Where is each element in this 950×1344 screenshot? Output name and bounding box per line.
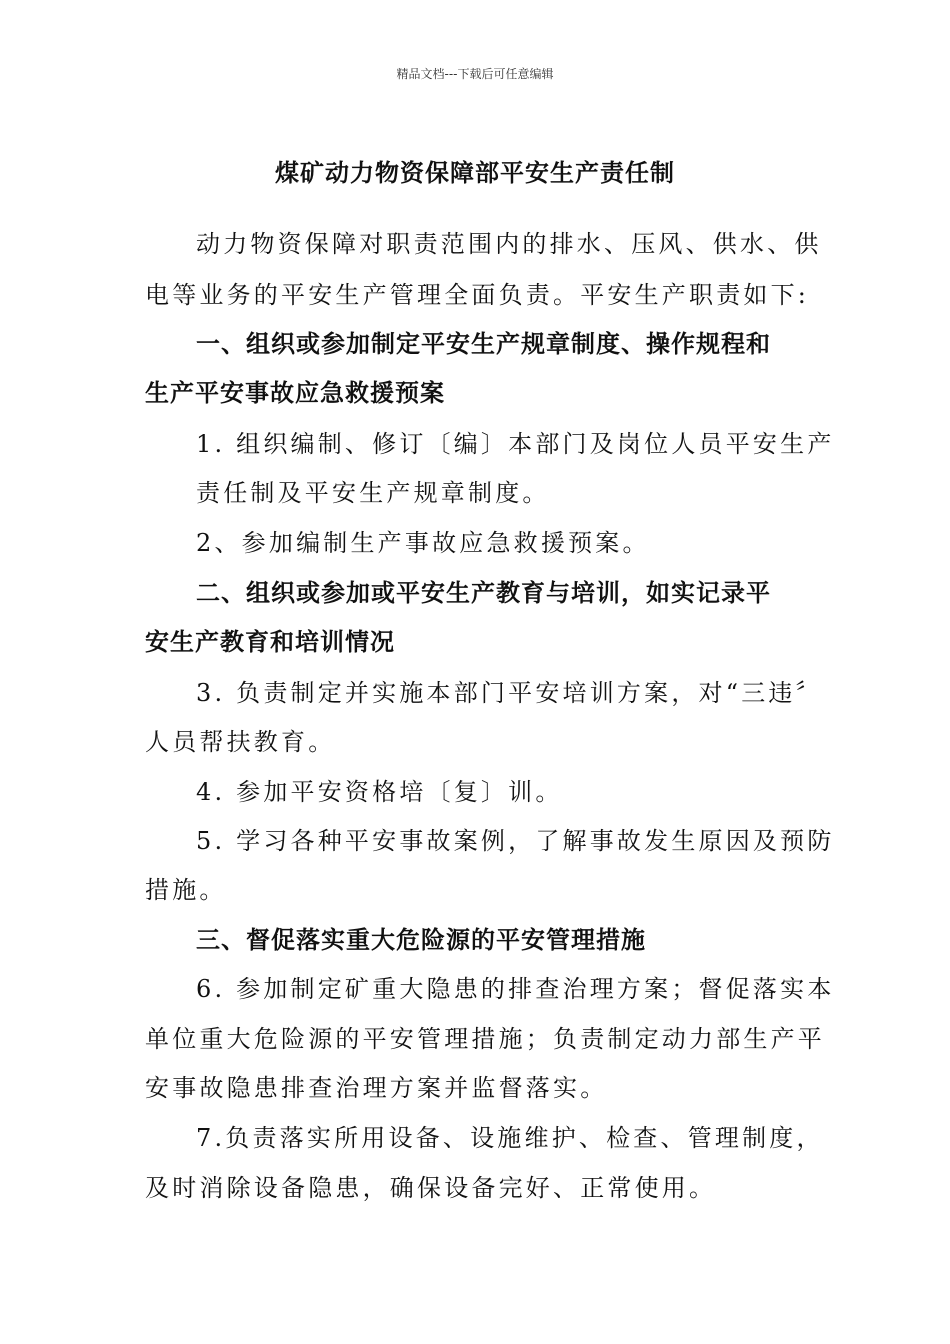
list-item: 及时消除设备隐患，确保设备完好、正常使用。 bbox=[145, 1174, 717, 1202]
page-header-note: 精品文档---下载后可任意编辑 bbox=[396, 67, 554, 81]
list-item: 措施。 bbox=[145, 876, 227, 904]
list-item: 6. 参加制定矿重大隐患的排查治理方案；督促落实本 bbox=[196, 975, 835, 1003]
list-item: 安事故隐患排查治理方案并监督落实。 bbox=[145, 1074, 608, 1102]
section-heading: 生产平安事故应急救援预案 bbox=[145, 379, 445, 407]
list-item: 单位重大危险源的平安管理措施；负责制定动力部生产平 bbox=[145, 1025, 825, 1053]
section-heading: 二、组织或参加或平安生产教育与培训，如实记录平 bbox=[196, 579, 771, 607]
list-item: 4. 参加平安资格培〔复〕训。 bbox=[196, 778, 563, 806]
list-item: 人员帮扶教育。 bbox=[145, 728, 336, 756]
list-item: 1. 组织编制、修订〔编〕本部门及岗位人员平安生产 bbox=[196, 430, 835, 458]
section-heading: 安生产教育和培训情况 bbox=[145, 628, 395, 656]
section-heading: 三、督促落实重大危险源的平安管理措施 bbox=[196, 926, 646, 954]
list-item: 5. 学习各种平安事故案例，了解事故发生原因及预防 bbox=[196, 827, 835, 855]
intro-line: 动力物资保障对职责范围内的排水、压风、供水、供 bbox=[196, 230, 822, 258]
list-item: 7.负责落实所用设备、设施维护、检查、管理制度， bbox=[196, 1124, 824, 1152]
list-item: 3. 负责制定并实施本部门平安培训方案，对“三违〞 bbox=[196, 679, 823, 707]
list-item: 2、参加编制生产事故应急救援预案。 bbox=[196, 529, 650, 557]
section-heading: 一、组织或参加制定平安生产规章制度、操作规程和 bbox=[196, 330, 771, 358]
intro-line: 电等业务的平安生产管理全面负责。平安生产职责如下: bbox=[145, 281, 810, 309]
document-title: 煤矿动力物资保障部平安生产责任制 bbox=[275, 159, 675, 187]
list-item: 责任制及平安生产规章制度。 bbox=[196, 479, 550, 507]
